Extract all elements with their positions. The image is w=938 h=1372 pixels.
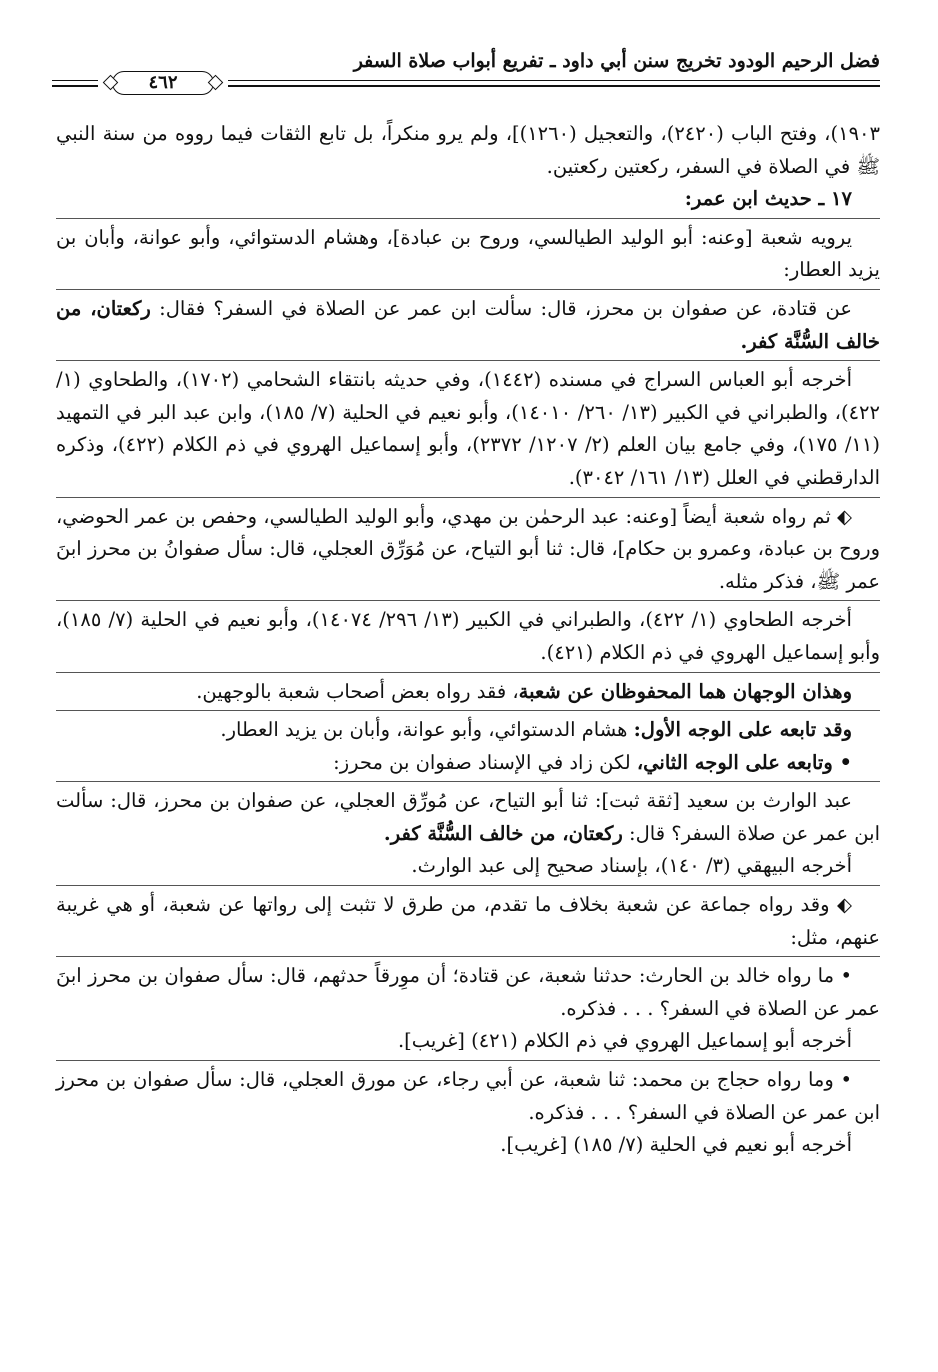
separator-line (56, 710, 880, 711)
paragraph-abd-al-warith: عبد الوارث بن سعيد [ثقة ثبت]: ثنا أبو التياح، عن مُورِّق العجلي، عن صفوان بن محرز، قال: سألت ابن عمر عن صلاة السفر؟ قال: ركعتان، من خالف السُّنَّة كفر. (56, 789, 880, 845)
paragraph-takhrij-abu-nuaym: أخرجه أبو نعيم في الحلية (٧/ ١٨٥) [غريب]. (500, 1133, 852, 1157)
section-heading-ibn-umar: ١٧ ـ حديث ابن عمر: (684, 187, 852, 211)
separator-line (56, 289, 880, 290)
separator-line (56, 956, 880, 957)
separator-line (56, 218, 880, 219)
paragraph-narrators: يرويه شعبة [وعنه: أبو الوليد الطيالسي، وروح بن عبادة]، وهشام الدستوائي، وأبو عوانة، وأبان بن يزيد العطار: (56, 225, 880, 282)
paragraph-two-ways: وهذان الوجهان هما المحفوظان عن شعبة، فقد رواه بعض أصحاب شعبة بالوجهين. (196, 679, 852, 703)
paragraph-first-way-followers: وقد تابعه على الوجه الأول: هشام الدستوائي، وأبو عوانة، وأبان بن يزيد العطار. (220, 718, 852, 742)
page-number-ornament (98, 70, 228, 96)
separator-line (56, 360, 880, 361)
paragraph-takhrij-2: أخرجه الطحاوي (١/ ٤٢٢)، والطبراني في الكبير (١٣/ ٢٩٦/ ١٤٠٧٤)، وأبو نعيم في الحلية (٧/ ١٨٥)، وأبو إسماعيل الهروي في ذم الكلام (٤٢١). (56, 608, 880, 664)
paragraph-khalid-route: • ما رواه خالد بن الحارث: حدثنا شعبة، عن قتادة؛ أن موِرقاً حدثهم، قال: سأل صفوان بن محرز ابنَ عمر عن الصلاة في السفر؟ . . . فذكره. (56, 964, 880, 1020)
running-title: فضل الرحيم الودود تخريج سنن أبي داود ـ تفريع أبواب صلاة السفر (353, 50, 880, 72)
separator-line (56, 781, 880, 782)
separator-line (56, 1060, 880, 1061)
paragraph-takhrij-harawi: أخرجه أبو إسماعيل الهروي في ذم الكلام (٤٢١) [غريب]. (397, 1029, 852, 1053)
paragraph-takhrij-1: أخرجه أبو العباس السراج في مسنده (١٤٤٢)، وفي حديثه بانتقاء الشحامي (١٧٠٢)، والطحاوي (١/ ٤٢٢)، والطبراني في الكبير (١٣/ ٢٦٠/ ١٤٠١٠)، وأبو نعيم في الحلية (٧/ ١٨٥)، وابن عبد البر في التمهيد (١١/ ١٧٥)، وفي جامع بيان العلم (٢/ ١٢٠٧/ ٢٣٧٢)، وأبو إسماعيل الهروي في ذم الكلام (٤٢٢)، وذكره الدارقطني في العلل (١٣/ ١٦١/ ٣٠٤٢). (56, 368, 880, 489)
paragraph-hajjaj-route: • وما رواه حجاج بن محمد: ثنا شعبة، عن أبي رجاء، عن مورق العجلي، قال: سأل صفوان بن محرز ابن عمر عن الصلاة في السفر؟ . . . فذكره. (56, 1068, 880, 1124)
page-body (56, 118, 880, 1162)
paragraph-second-way-follower: • وتابعه على الوجه الثاني، لكن زاد في الإسناد صفوان بن محرز: (333, 750, 852, 774)
paragraph-hadith-text: عن قتادة، عن صفوان بن محرز، قال: سألت ابن عمر عن الصلاة في السفر؟ فقال: ركعتان، من خالف السُّنَّة كفر. (56, 296, 880, 353)
separator-line (56, 600, 880, 601)
separator-line (56, 885, 880, 886)
separator-line (56, 672, 880, 673)
paragraph-second-route: ⬖ ثم رواه شعبة أيضاً [وعنه: عبد الرحمٰن بن مهدي، وأبو الوليد الطيالسي، وحفص بن عمر الحوضي، وروح بن عبادة، وعمرو بن حكام]، قال: ثنا أبو التياح، عن مُوَرِّق العجلي، قال: سأل صفوانُ بن محرز ابنَ عمر ﷺ، فذكر مثله. (56, 504, 880, 593)
paragraph-carryover: ١٩٠٣)، وفتح الباب (٢٤٢٠)، والتعجيل (١٢٦٠)]، ولم يرو منكراً، بل تابع الثقات فيما رووه من سنة النبي ﷺ في الصلاة في السفر، ركعتين ركعتين. (56, 122, 880, 178)
page-number: ٤٦٢ (112, 71, 214, 95)
paragraph-contrary-routes: ⬖ وقد رواه جماعة عن شعبة بخلاف ما تقدم، من طرق لا تثبت إلى رواتها عن شعبة، أو هي غريبة عنهم، مثل: (56, 893, 880, 949)
separator-line (56, 497, 880, 498)
paragraph-takhrij-bayhaqi: أخرجه البيهقي (٣/ ١٤٠)، بإسناد صحيح إلى عبد الوارث. (411, 854, 852, 878)
